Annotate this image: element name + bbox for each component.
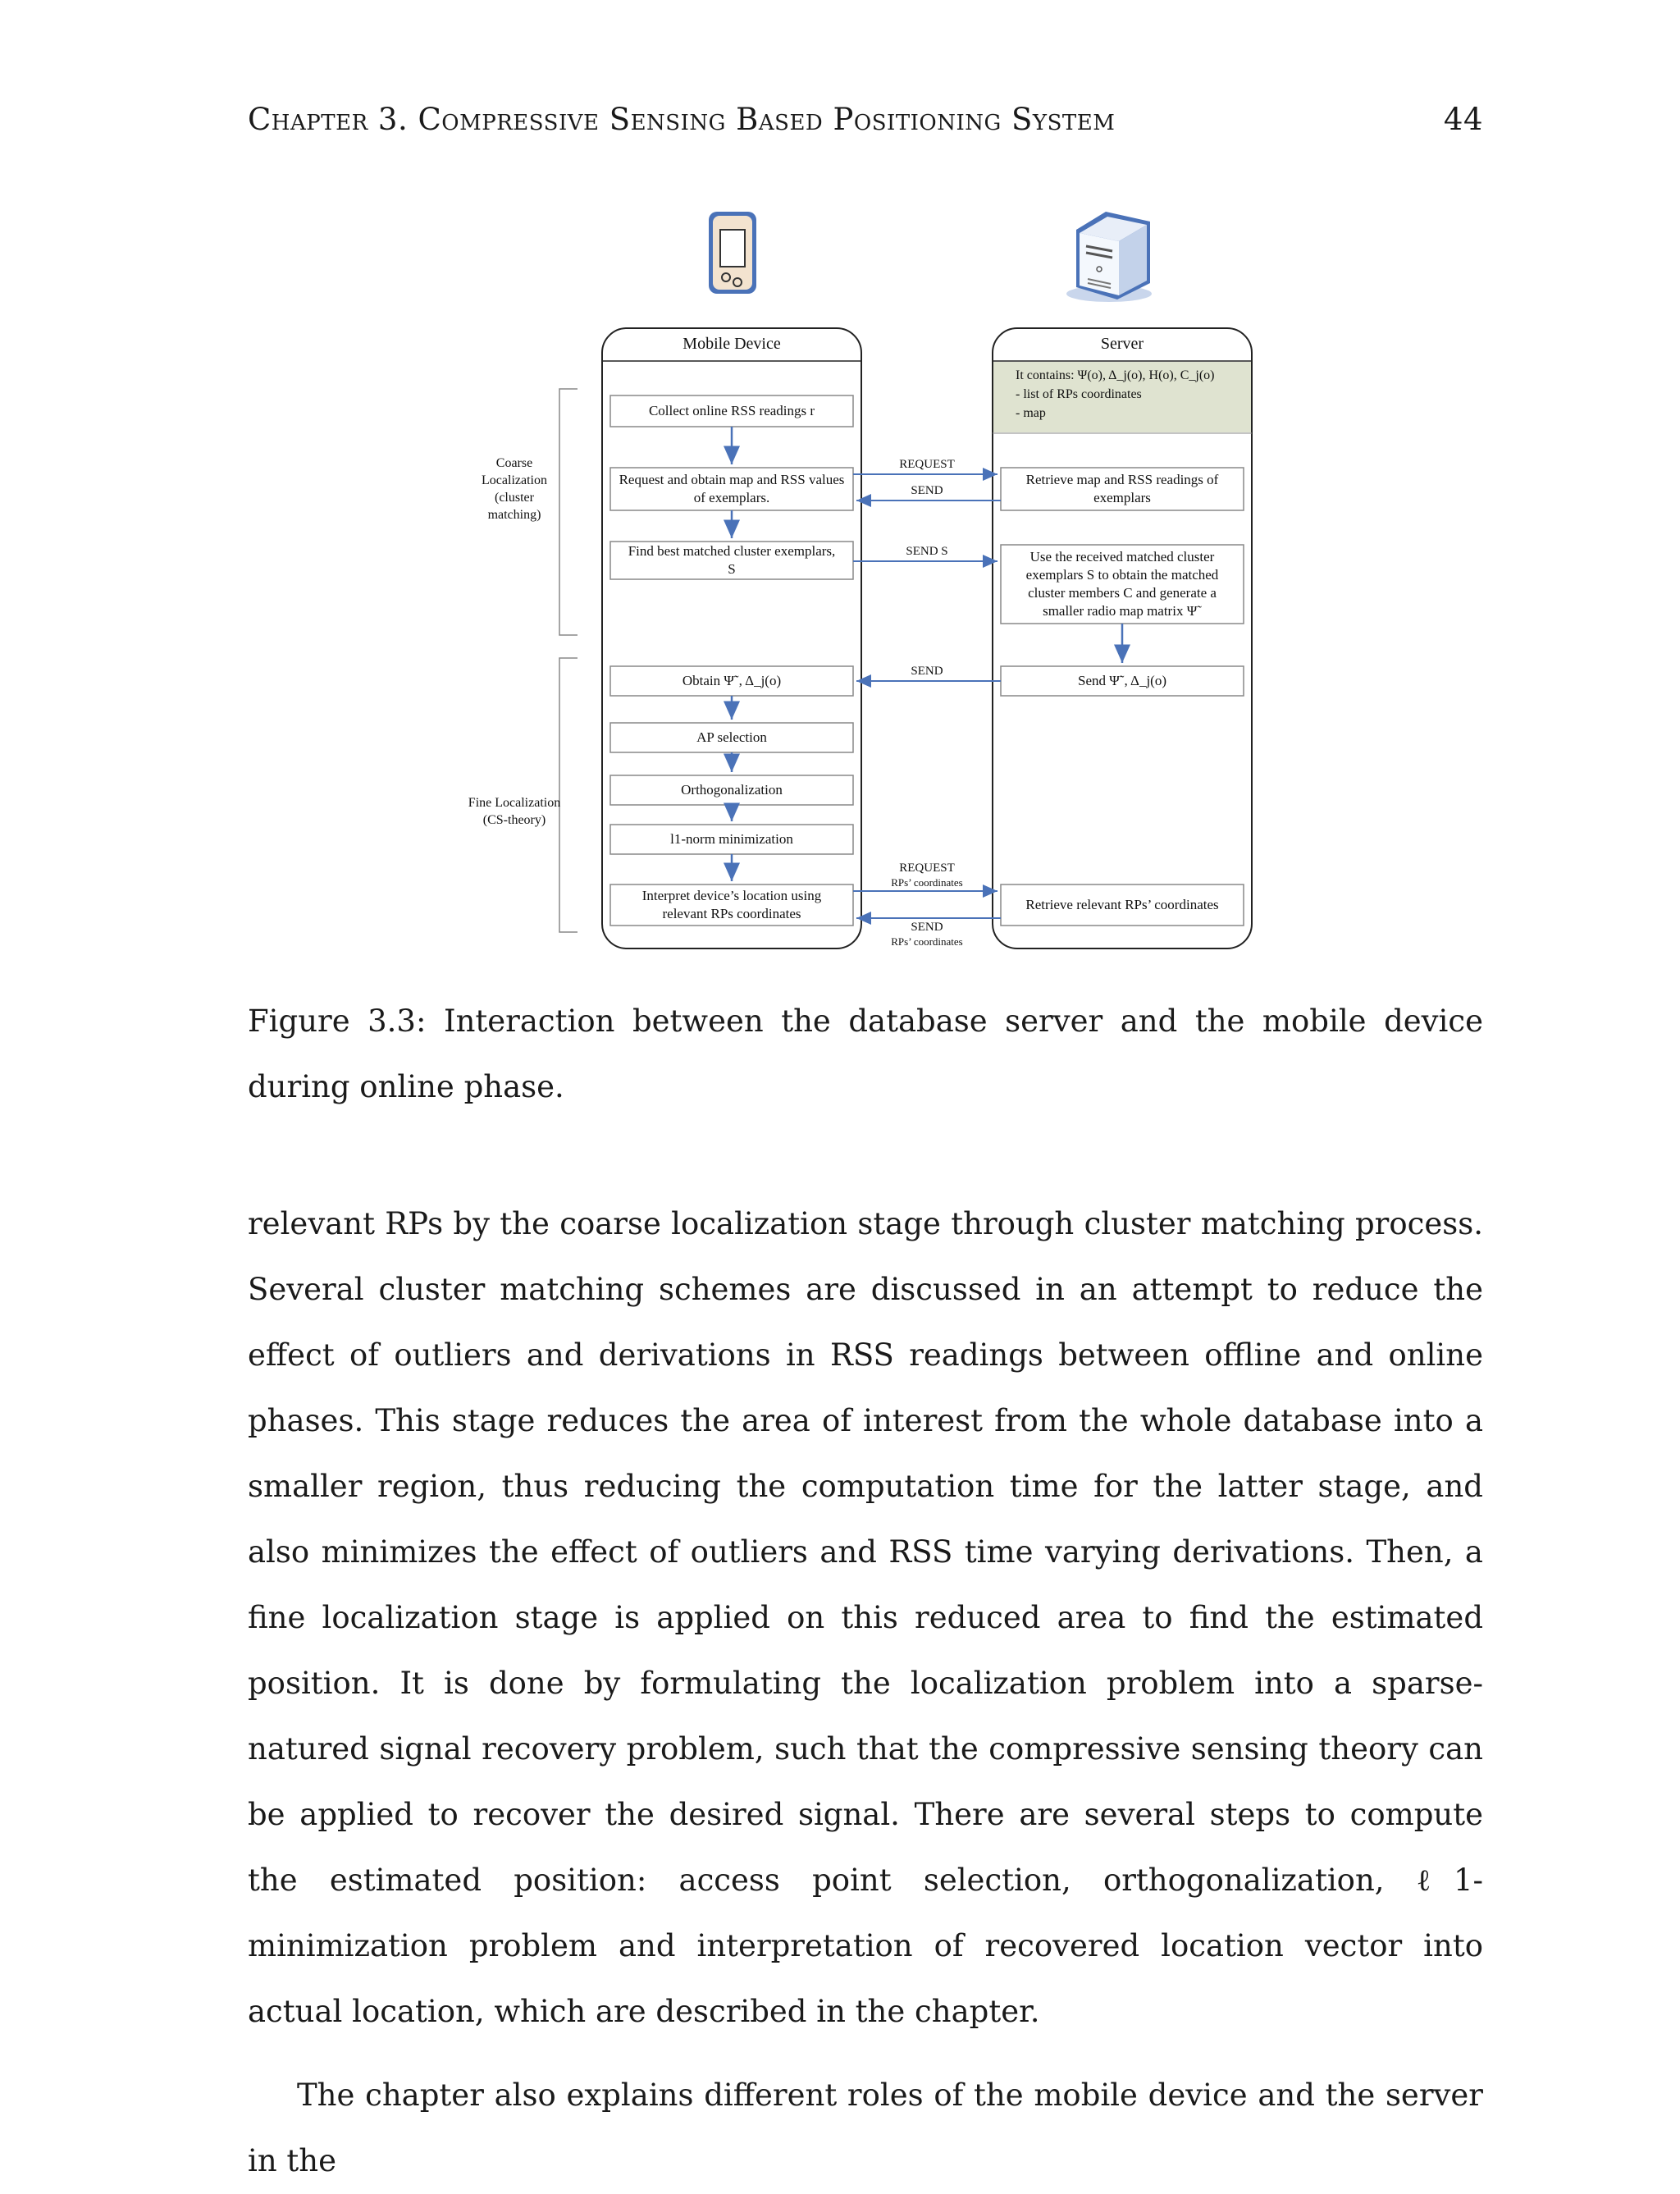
step-find-best: Find best matched cluster exemplars, S (628, 543, 836, 577)
arrow-label-request-rps (853, 862, 1001, 889)
arrow-label-send-rps-sub: RPs’ coordinates (891, 935, 963, 948)
server-info-rps: - list of RPs coordinates (1016, 387, 1142, 401)
arrow-label-send-s: SEND S (906, 545, 948, 558)
arrow-label-request: REQUEST (899, 458, 955, 471)
figure-caption: Figure 3.3: Interaction between the database server and the mobile device during online phase. (248, 1003, 1483, 1104)
arrow-label-send-rps-main: SEND (911, 921, 943, 934)
step-request-obtain: Request and obtain map and RSS values of exemplars. (619, 472, 845, 505)
server-column-title: Server (1100, 335, 1144, 353)
arrow-label-request-rps-sub: RPs’ coordinates (891, 876, 963, 889)
step-collect-rss: Collect online RSS readings r (648, 403, 815, 418)
arrow-label-send-psi: SEND (911, 665, 943, 678)
step-obtain-psi: Obtain Ψ˜, Δ_j(o) (682, 673, 782, 688)
phase-label-coarse: Coarse Localization (cluster matching) (482, 456, 547, 522)
step-l1-norm: l1-norm minimization (670, 831, 793, 847)
page-number: 44 (1443, 102, 1483, 137)
step-use-received-exemplars: Use the received matched cluster exemplars S to obtain the matched cluster members C and generate a smaller radio map matrix Ψ˜ (1025, 549, 1219, 619)
page-header (248, 102, 1483, 137)
phase-brackets (559, 389, 578, 932)
phase-label-fine: Fine Localization (CS-theory) (468, 796, 561, 827)
arrow-label-request-rps-main: REQUEST (899, 862, 955, 875)
step-send-psi: Send Ψ˜, Δ_j(o) (1078, 673, 1166, 688)
interaction-diagram (468, 197, 1255, 960)
body-text (248, 1191, 1483, 2194)
arrow-label-send: SEND (911, 484, 943, 497)
server-info-contents: It contains: Ψ(o), Δ_j(o), H(o), C_j(o) (1016, 368, 1215, 382)
server-info-map: - map (1016, 406, 1046, 420)
step-retrieve-map: Retrieve map and RSS readings of exemplars (1025, 472, 1219, 505)
step-orthogonalization: Orthogonalization (681, 782, 783, 798)
step-interpret-location: Interpret device’s location using relevant RPs coordinates (641, 888, 822, 921)
mobile-column-title: Mobile Device (682, 335, 781, 353)
server-icon (1066, 212, 1152, 302)
step-retrieve-rps: Retrieve relevant RPs’ coordinates (1025, 897, 1219, 912)
paragraph-2: The chapter also explains different roles of the mobile device and the server in the (248, 2077, 1483, 2178)
chapter-title: Chapter 3. Compressive Sensing Based Positioning System (248, 102, 1116, 137)
server-info (1016, 366, 1245, 423)
paragraph-1: relevant RPs by the coarse localization stage through cluster matching process. Several cluster matching schemes are discussed in an attempt to reduce the effect of outliers and derivations in RSS readings between offline and online phases. This stage reduces the area of interest from the whole database into a smaller region, thus reducing the computation time for the latter stage, and also minimizes the effect of outliers and RSS time varying derivations. Then, a fine localization stage is applied on this reduced area to find the estimated position. It is done by formulating the localization problem into a sparse-natured signal recovery problem, such that the compressive sensing theory can be applied to recover the desired signal. There are several steps to compute the estimated position: access point selection, orthogonalization, ℓ1-minimization problem and interpretation of recovered location vector into actual location, which are described in the chapter. (248, 1206, 1483, 2029)
mobile-phone-icon (709, 212, 756, 294)
arrow-label-send-rps (853, 921, 1001, 948)
step-ap-selection: AP selection (696, 729, 767, 745)
